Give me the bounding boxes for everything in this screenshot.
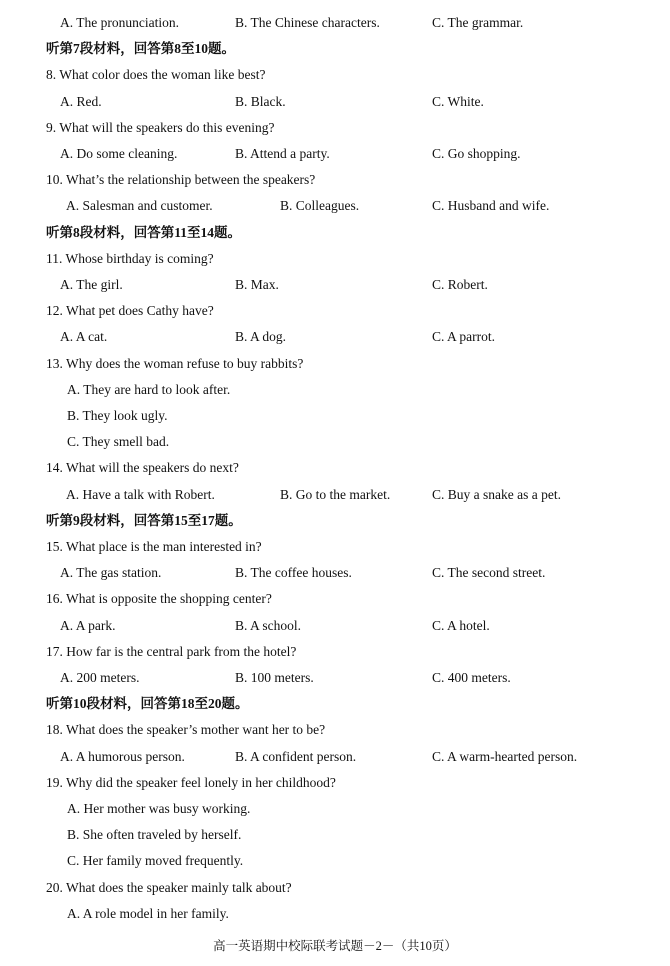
options-row (0, 275, 670, 295)
question-stem: 17. How far is the central park from the hotel? (46, 643, 297, 659)
question-stem: 19. Why did the speaker feel lonely in her childhood? (46, 774, 336, 790)
answer-option: A. They are hard to look after. (67, 381, 231, 397)
answer-option: C. Her family moved frequently. (67, 853, 244, 869)
answer-option: B. Colleagues. (280, 198, 360, 214)
question-stem: 11. Whose birthday is coming? (46, 250, 214, 266)
answer-option: A. Salesman and customer. (66, 198, 213, 214)
answer-option: C. They smell bad. (67, 434, 170, 450)
answer-option: B. A dog. (235, 329, 287, 345)
options-row (0, 196, 670, 216)
options-row (0, 747, 670, 767)
options-row (0, 92, 670, 112)
answer-option: B. Attend a party. (235, 146, 330, 161)
answer-option: A. Red. (60, 93, 102, 109)
section-instruction: 听第7段材料，回答第8至10题。 (46, 41, 235, 57)
question-stem: 13. Why does the woman refuse to buy rabbits? (46, 355, 304, 371)
options-row (0, 616, 670, 636)
answer-option: C. The second street. (432, 565, 546, 581)
options-row (0, 327, 670, 347)
answer-option: B. She often traveled by herself. (67, 827, 242, 843)
options-row (0, 563, 670, 583)
answer-option: A. The pronunciation. (60, 15, 179, 30)
question-stem: 12. What pet does Cathy have? (46, 303, 214, 319)
answer-option: C. Buy a snake as a pet. (432, 486, 561, 502)
answer-option: B. The coffee houses. (235, 565, 352, 581)
answer-option: A. 200 meters. (60, 670, 140, 685)
options-row (0, 13, 670, 33)
question-stem: 14. What will the speakers do next? (46, 460, 239, 476)
answer-option: B. Max. (235, 277, 279, 292)
section-instruction: 听第10段材料，回答第18至20题。 (46, 696, 249, 712)
options-row (0, 485, 670, 505)
question-stem: 9. What will the speakers do this evening? (46, 119, 275, 135)
answer-option: B. Go to the market. (280, 486, 391, 502)
answer-option: A. Have a talk with Robert. (66, 486, 215, 502)
answer-option: C. 400 meters. (432, 670, 511, 685)
options-row (0, 144, 670, 164)
question-stem: 10. What’s the relationship between the speakers? (46, 172, 316, 188)
answer-option: C. Robert. (432, 277, 488, 292)
answer-option: C. Go shopping. (432, 146, 521, 161)
question-stem: 20. What does the speaker mainly talk about? (46, 879, 292, 895)
answer-option: C. A parrot. (432, 329, 495, 345)
answer-option: A. A park. (60, 617, 116, 633)
question-stem: 18. What does the speaker’s mother want her to be? (46, 722, 326, 738)
answer-option: A. The girl. (60, 277, 123, 292)
answer-option: B. Black. (235, 93, 286, 109)
answer-option: C. The grammar. (432, 15, 524, 30)
options-row (0, 668, 670, 688)
answer-option: A. Her mother was busy working. (67, 801, 251, 816)
question-stem: 8. What color does the woman like best? (46, 67, 266, 83)
answer-option: C. White. (432, 93, 484, 109)
answer-option: A. A humorous person. (60, 748, 185, 764)
question-stem: 15. What place is the man interested in? (46, 539, 262, 554)
section-instruction: 听第8段材料，回答第11至14题。 (46, 224, 242, 240)
answer-option: A. The gas station. (60, 565, 162, 581)
answer-option: C. A warm-hearted person. (432, 748, 578, 764)
page-footer: 高一英语期中校际联考试题－2－（共10页） (213, 939, 457, 953)
answer-option: C. Husband and wife. (432, 198, 550, 214)
question-stem: 16. What is opposite the shopping center? (46, 591, 272, 607)
answer-option: B. 100 meters. (235, 670, 314, 685)
section-instruction: 听第9段材料，回答第15至17题。 (46, 512, 242, 528)
answer-option: B. A confident person. (235, 748, 357, 764)
answer-option: A. Do some cleaning. (60, 146, 178, 161)
answer-option: B. The Chinese characters. (235, 15, 380, 30)
answer-option: B. A school. (235, 617, 302, 633)
answer-option: A. A cat. (60, 329, 108, 345)
answer-option: B. They look ugly. (67, 408, 168, 423)
answer-option: A. A role model in her family. (67, 905, 229, 921)
answer-option: C. A hotel. (432, 617, 490, 633)
